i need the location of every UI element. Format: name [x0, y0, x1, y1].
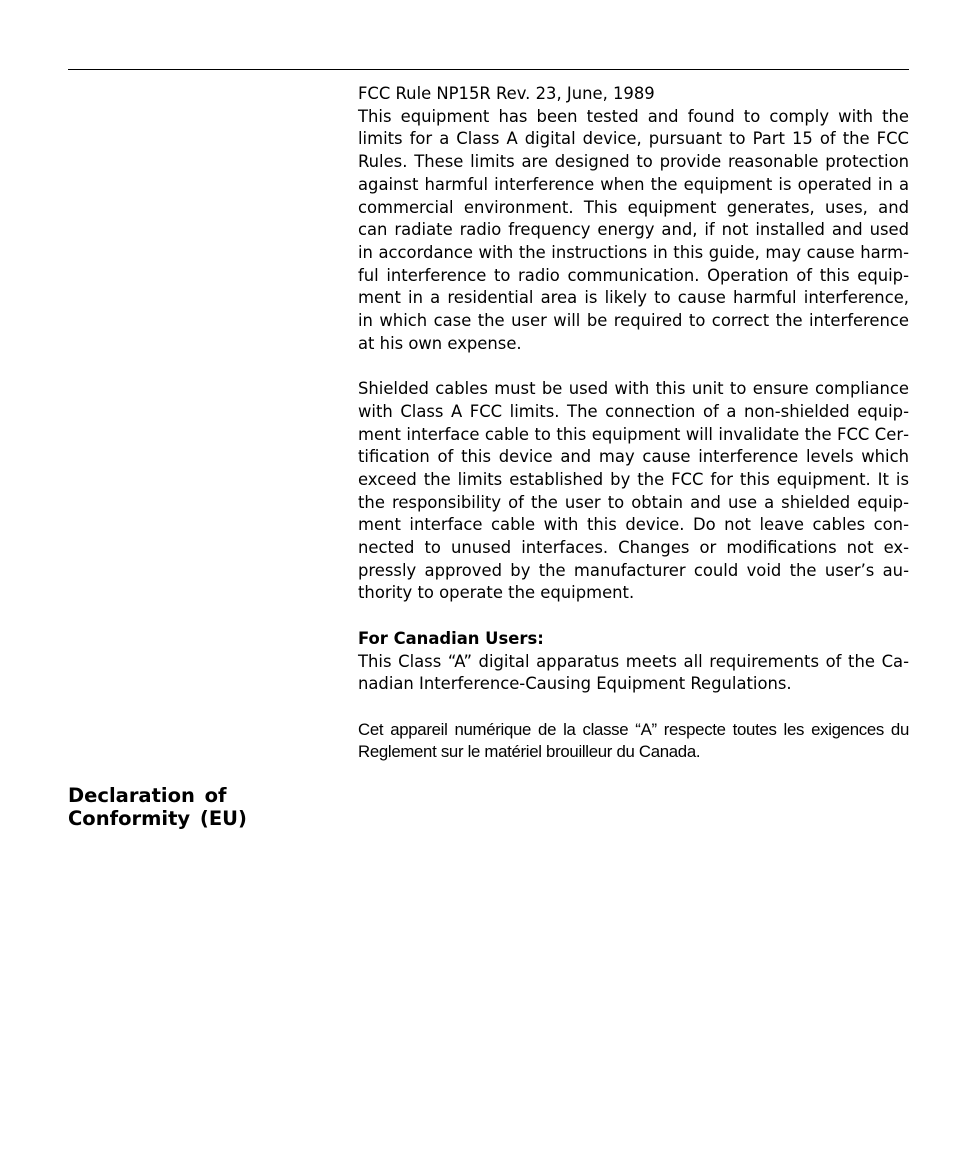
declaration-of-conformity-heading: Declaration of Conformity (EU) [68, 784, 247, 830]
fcc-rule-reference: FCC Rule NP15R Rev. 23, June, 1989 [358, 84, 655, 103]
main-column [358, 83, 909, 764]
canadian-french-paragraph: Cet appareil numérique de la classe “A” respecte toutes les exigences du Reglement sur le matériel brouilleur du Canada. [358, 719, 909, 762]
canadian-english-paragraph: This Class “A” digital apparatus meets all requirements of the Canadian Interference-Causing Equipment Regulations. [358, 651, 909, 694]
shielded-cables-paragraph: Shielded cables must be used with this unit to ensure compliance with Class A FCC limits. The connection of a non-shielded equipment interface cable to this equipment will invalidate the FCC Certification of this device and may cause interference levels which exceed the limits established by the FCC for this equipment. It is the responsibility of the user to obtain and use a shielded equipment interface cable with this device. Do not leave cables connected to unused interfaces. Changes or modifications not expressly approved by the manufacturer could void the user’s authority to operate the equipment. [358, 379, 909, 603]
header-rule [68, 69, 909, 70]
canadian-users-heading: For Canadian Users: [358, 628, 544, 648]
fcc-compliance-paragraph: This equipment has been tested and found to comply with the limits for a Class A digital device, pursuant to Part 15 of the FCC Rules. These limits are designed to provide reasonable protection against harmful interference when the equipment is operated in a commercial environment. This equipment generates, uses, and can radiate radio frequency energy and, if not installed and used in accordance with the instructions in this guide, may cause harmful interference to radio communication. Operation of this equipment in a residential area is likely to cause harmful interference, in which case the user will be required to correct the interference at his own expense. [358, 106, 909, 353]
